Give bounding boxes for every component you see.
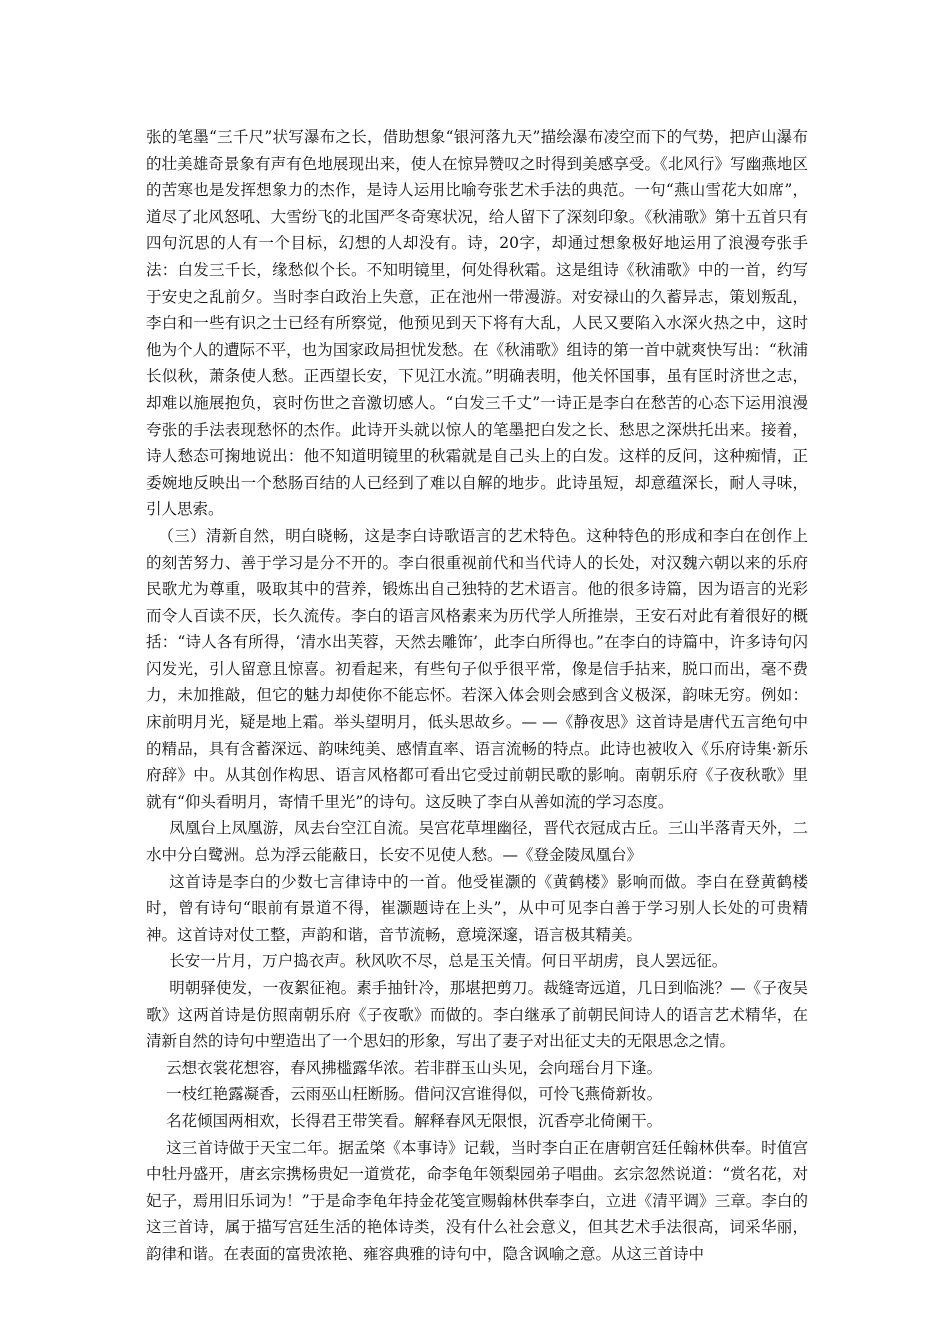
paragraph-3: 这首诗是李白的少数七言律诗中的一首。他受崔灏的《黄鹤楼》影响而做。李白在登黄鹤楼时，曾有诗句“眼前有景道不得，崔灏题诗在上头”，从中可见李白善于学习别人长处的可贵精神。这首诗对仗工整，声韵和谐，音节流畅，意境深邃，语言极其精美。 <box>146 872 808 944</box>
poem-deng-jinling-fenghuangtai: 凤凰台上凤凰游，凤去台空江自流。吴宫花草埋幽径，晋代衣冠成古丘。三山半落青天外，二水中分白鹭洲。总为浮云能蔽日，长安不见使人愁。—《登金陵凤凰台》 <box>146 819 808 865</box>
poem-qingpingdiao-2: 一枝红艳露凝香，云雨巫山枉断肠。借问汉宫谁得似，可怜飞燕倚新妆。 <box>166 1085 663 1104</box>
document-body <box>146 124 808 1268</box>
paragraph-2: （三）清新自然，明白晓畅，这是李白诗歌语言的艺术特色。这种特色的形成和李白在创作上的刻苦努力、善于学习是分不开的。李白很重视前代和当代诗人的长处，对汉魏六朝以来的乐府民歌尤为尊重，吸取其中的营养，锻炼出自己独特的艺术语言。他的很多诗篇，因为语言的光彩而令人百读不厌，长久流传。李白的语言风格素来为历代学人所推崇，王安石对此有着很好的概括：“诗人各有所得，‘清水出芙蓉，天然去雕饰’，此李白所得也。”在李白的诗篇中，许多诗句闪闪发光，引人留意且惊喜。初看起来，有些句子似乎很平常，像是信手拈来，脱口而出，毫不费力，未加推敲，但它的魅力却使你不能忘怀。若深入体会则会感到含义极深，韵味无穷。例如：床前明月光，疑是地上霜。举头望明月，低头思故乡。— —《静夜思》这首诗是唐代五言绝句中的精品，具有含蓄深远、韵味纯美、感情直率、语言流畅的特点。此诗也被收入《乐府诗集·新乐府辞》中。从其创作构思、语言风格都可看出它受过前朝民歌的影响。南朝乐府《子夜秋歌》里就有“仰头看明月，寄情千里光”的诗句。这反映了李白从善如流的学习态度。 <box>146 526 808 811</box>
poem-qingpingdiao-1: 云想衣裳花想容，春风拂槛露华浓。若非群玉山头见，会向瑶台月下逢。 <box>166 1058 663 1077</box>
poem-qingpingdiao-3: 名花倾国两相欢，长得君王带笑看。解释春风无限恨，沉香亭北倚阑干。 <box>166 1111 663 1130</box>
paragraph-1: 张的笔墨“三千尺”状写瀑布之长，借助想象“银河落九天”描绘瀑布凌空而下的气势，把庐山瀑布的壮美雄奇景象有声有色地展现出来，使人在惊异赞叹之时得到美感享受。《北风行》写幽燕地区的苦寒也是发挥想象力的杰作，是诗人运用比喻夸张艺术手法的典范。一句“燕山雪花大如席”，道尽了北风怒吼、大雪纷飞的北国严冬奇寒状况，给人留下了深刻印象。《秋浦歌》第十五首只有四句沉思的人有一个目标，幻想的人却没有。诗，20字，却通过想象极好地运用了浪漫夸张手法：白发三千长，缘愁似个长。不知明镜里，何处得秋霜。这是组诗《秋浦歌》中的一首，约写于安史之乱前夕。当时李白政治上失意，正在池州一带漫游。对安禄山的久蓄异志，策划叛乱，李白和一些有识之士已经有所察觉，他预见到天下将有大乱，人民又要陷入水深火热之中，这时他为个人的遭际不平，也为国家政局担忧发愁。在《秋浦歌》组诗的第一首中就爽快写出：“秋浦长似秋，萧条使人愁。正西望长安，下见江水流。”明确表明，他关怀国事，虽有匡时济世之志，却难以施展抱负，哀时伤世之音激切感人。“白发三千丈”一诗正是李白在愁苦的心态下运用浪漫夸张的手法表现愁怀的杰作。此诗开头就以惊人的笔墨把白发之长、愁思之深烘托出来。接着，诗人愁态可掬地说出：他不知道明镜里的秋霜就是自己头上的白发。这样的反问，这种痴情，正委婉地反映出一个愁肠百结的人已经到了难以自解的地步。此诗虽短，却意蕴深长，耐人寻味，引人思索。 <box>146 128 808 519</box>
paragraph-4: 这三首诗做于天宝二年。据孟棨《本事诗》记载，当时李白正在唐朝宫廷任翰林供奉。时值宫中牡丹盛开，唐玄宗携杨贵妃一道赏花，命李龟年领梨园弟子唱曲。玄宗忽然说道：“赏名花，对妃子，焉用旧乐词为！”于是命李龟年持金花笺宣赐翰林供奉李白，立进《清平调》三章。李白的这三首诗，属于描写宫廷生活的艳体诗类，没有什么社会意义，但其艺术手法很高，词采华丽，韵律和谐。在表面的富贵浓艳、雍容典雅的诗句中，隐含讽喻之意。从这三首诗中 <box>146 1138 808 1263</box>
poem-ziye-wuge-1: 长安一片月，万户捣衣声。秋风吹不尽，总是玉关情。何日平胡虏，良人罢远征。 <box>169 952 728 971</box>
poem-ziye-wuge-2: 明朝驿使发，一夜絮征袍。素手抽针冷，那堪把剪刀。裁缝寄远道，几日到临洮？—《子夜吴歌》这两首诗是仿照南朝乐府《子夜歌》而做的。李白继承了前朝民间诗人的语言艺术精华，在清新自然的诗句中塑造出了一个思妇的形象，写出了妻子对出征丈夫的无限思念之情。 <box>146 979 808 1051</box>
